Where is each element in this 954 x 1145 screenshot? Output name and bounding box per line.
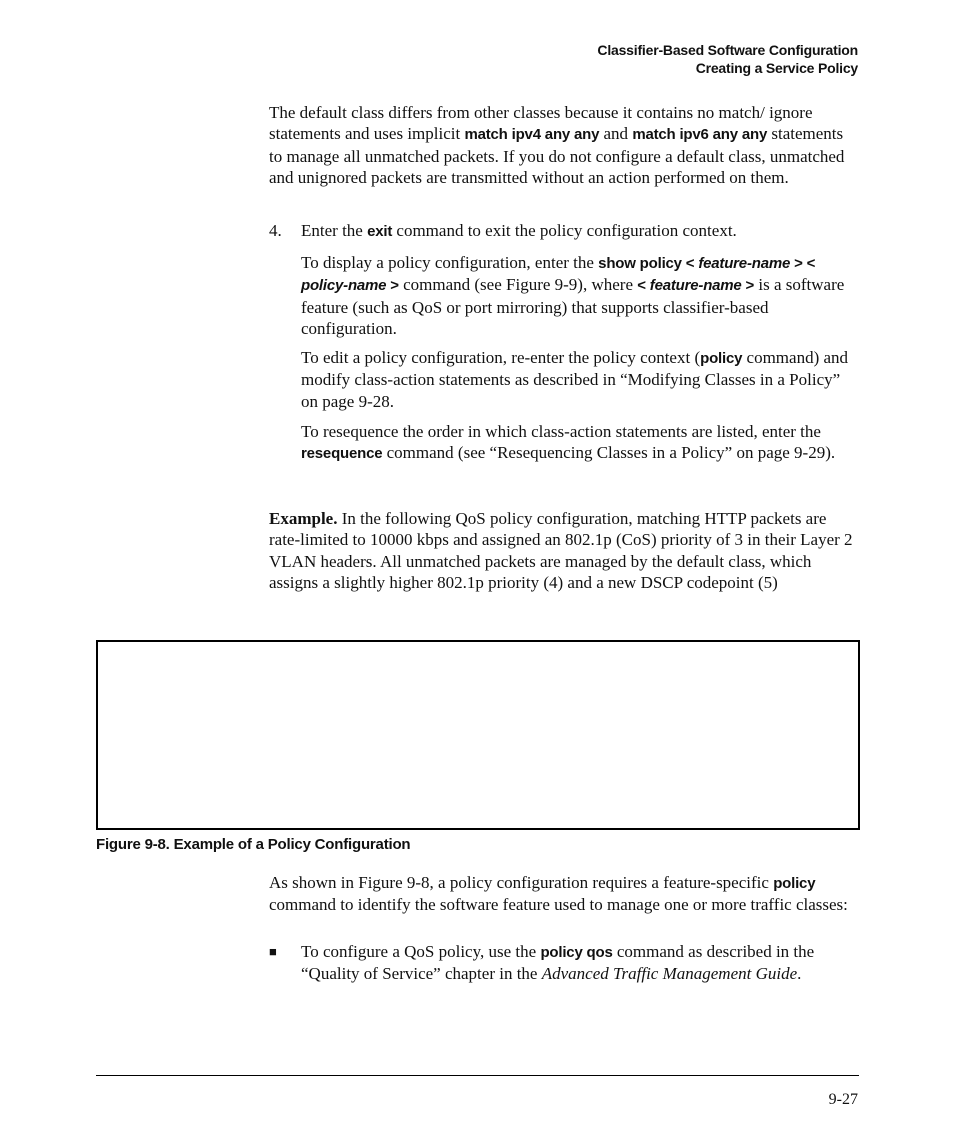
bullet-text: command as described in the “Quality of Service” chapter in the	[301, 942, 815, 984]
intro-text: The default class differs from other classes because it contains no match/ ignore statements and uses implicit	[269, 103, 813, 144]
example-lead: Example.	[269, 509, 338, 528]
step-text: Enter the	[301, 221, 368, 240]
command-show-policy: show policy < feature-name > < policy-name >	[301, 255, 816, 295]
running-header	[597, 41, 858, 77]
shown-paragraph	[269, 872, 859, 916]
command-exit: exit	[367, 223, 393, 240]
bullet-paragraph	[301, 941, 861, 985]
footer-rule	[96, 1075, 859, 1076]
bullet-text: To configure a QoS policy, use the	[301, 942, 541, 961]
example-paragraph	[269, 508, 859, 593]
command-policy: policy	[700, 350, 743, 367]
page-number: 9-27	[828, 1091, 858, 1108]
step-number: 4.	[269, 221, 282, 240]
feature-name-param: < feature-name >	[637, 277, 755, 295]
bullet-marker: ■	[269, 944, 277, 959]
header-chapter-title: Classifier-Based Software Configuration	[597, 42, 858, 58]
command-policy-qos: policy qos	[540, 944, 613, 961]
edit-text: command) and modify class-action statements as described in “Modifying Classes in a Policy” on page 9-28.	[301, 348, 849, 411]
shown-text: command to identify the software feature used to manage one or more traffic classes:	[269, 895, 848, 915]
header-section-title: Creating a Service Policy	[695, 60, 858, 76]
resequence-text: To resequence the order in which class-action statements are listed, enter the	[301, 422, 821, 441]
shown-text: As shown in Figure 9-8, a policy configuration requires a feature-specific	[269, 873, 774, 892]
guide-title: Advanced Traffic Management Guide	[541, 964, 798, 984]
command-match-ipv6: match ipv6 any any	[632, 126, 768, 144]
display-paragraph	[301, 252, 861, 339]
intro-text: statements to manage all unmatched packets. If you do not configure a default class, unmatched and unignored packets are transmitted without an action performed on them.	[269, 124, 845, 187]
resequence-text: command (see “Resequencing Classes in a Policy” on page 9-29).	[382, 443, 836, 463]
resequence-paragraph	[301, 421, 859, 465]
command-resequence: resequence	[301, 445, 383, 463]
intro-paragraph	[269, 102, 859, 188]
display-text: To display a policy configuration, enter the	[301, 253, 599, 272]
intro-text: and	[599, 124, 633, 144]
figure-caption: Figure 9-8. Example of a Policy Configuration	[96, 836, 411, 853]
edit-paragraph	[301, 347, 859, 412]
display-text: is a software feature (such as QoS or port mirroring) that supports classifier-based configuration.	[301, 275, 845, 338]
step-text: command to exit the policy configuration context.	[392, 221, 737, 240]
step-4-paragraph	[301, 220, 859, 242]
edit-text: To edit a policy configuration, re-enter the policy context (	[301, 348, 701, 367]
command-match-ipv4: match ipv4 any any	[464, 126, 600, 144]
display-text: command (see Figure 9-9), where	[398, 275, 638, 295]
figure-9-8-box	[96, 640, 860, 830]
example-text: In the following QoS policy configuration, matching HTTP packets are rate-limited to 10000 kbps and assigned an 802.1p (CoS) priority of 3 in their Layer 2 VLAN headers. All unmatched packets are managed by the default class, which assigns a slightly higher 802.1p priority (4) and a new DSCP codepoint (5)	[269, 509, 853, 592]
command-policy: policy	[773, 875, 816, 892]
bullet-text: .	[797, 964, 802, 984]
